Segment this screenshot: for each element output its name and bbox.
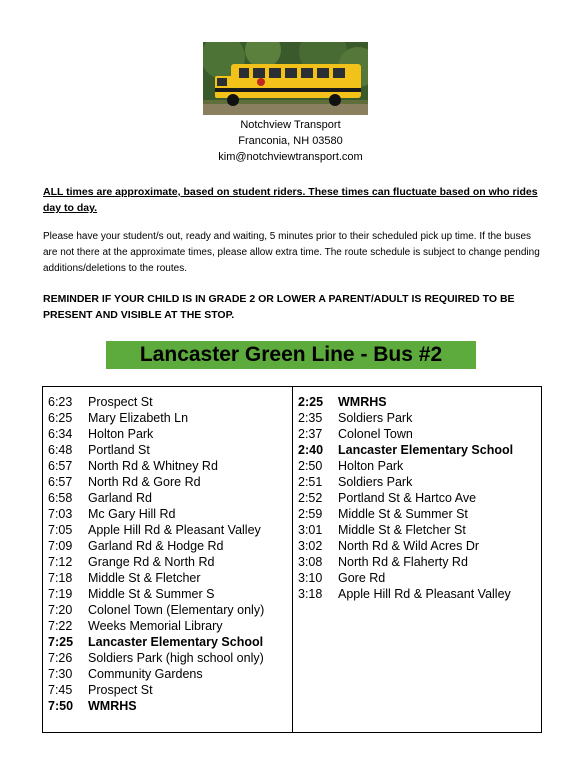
stop-time: 6:25 [48, 411, 73, 425]
stop-name: Weeks Memorial Library [88, 619, 223, 633]
stop-time: 7:25 [48, 635, 74, 649]
schedule-row [298, 570, 513, 586]
stop-time: 7:05 [48, 523, 73, 537]
schedule-row [298, 522, 513, 538]
schedule-row [48, 634, 264, 650]
stop-time: 2:35 [298, 411, 323, 425]
stop-time: 7:19 [48, 587, 73, 601]
stop-name: Colonel Town (Elementary only) [88, 603, 265, 617]
stop-time: 7:20 [48, 603, 73, 617]
stop-name: Colonel Town [338, 427, 413, 441]
schedule-row [298, 490, 513, 506]
schedule-row [298, 554, 513, 570]
morning-schedule [48, 394, 264, 714]
stop-name: North Rd & Flaherty Rd [338, 555, 468, 569]
schedule-row [298, 410, 513, 426]
schedule-row [298, 458, 513, 474]
stop-time: 6:23 [48, 395, 73, 409]
stop-time: 7:50 [48, 699, 74, 713]
stop-time: 3:01 [298, 523, 323, 537]
schedule-row [48, 538, 264, 554]
stop-name: Prospect St [88, 683, 153, 697]
stop-name: Mc Gary Hill Rd [88, 507, 176, 521]
schedule-row [48, 442, 264, 458]
schedule-row [298, 426, 513, 442]
stop-name: Holton Park [88, 427, 154, 441]
schedule-row [48, 426, 264, 442]
stop-time: 6:58 [48, 491, 73, 505]
schedule-row [48, 554, 264, 570]
stop-name: Apple Hill Rd & Pleasant Valley [88, 523, 261, 537]
schedule-row [48, 682, 264, 698]
stop-name: Prospect St [88, 395, 153, 409]
stop-time: 7:30 [48, 667, 73, 681]
stop-time: 2:37 [298, 427, 323, 441]
schedule-row [48, 490, 264, 506]
stop-name: Soldiers Park [338, 411, 413, 425]
stop-time: 2:40 [298, 443, 324, 457]
stop-name: Mary Elizabeth Ln [88, 411, 189, 425]
schedule-row [48, 650, 264, 666]
schedule-row [48, 698, 264, 714]
schedule-row [48, 410, 264, 426]
stop-name: Middle St & Fletcher [88, 571, 201, 585]
stop-name: Garland Rd [88, 491, 152, 505]
schedule-row [48, 394, 264, 410]
stop-name: Gore Rd [338, 571, 386, 585]
stop-time: 3:02 [298, 539, 323, 553]
stop-name: Garland Rd & Hodge Rd [88, 539, 224, 553]
company-name: Notchview Transport [240, 119, 341, 131]
route-title: Lancaster Green Line - Bus #2 [106, 341, 476, 369]
stop-time: 7:45 [48, 683, 73, 697]
afternoon-schedule [298, 394, 513, 602]
stop-time: 7:22 [48, 619, 73, 633]
stop-name: North Rd & Wild Acres Dr [338, 539, 480, 553]
stop-name: Soldiers Park (high school only) [88, 651, 264, 665]
stop-time: 6:48 [48, 443, 73, 457]
stop-name: Lancaster Elementary School [88, 635, 264, 649]
stop-time: 6:57 [48, 475, 73, 489]
schedule-row [298, 474, 513, 490]
schedule-row [48, 618, 264, 634]
schedule-row [48, 458, 264, 474]
stop-name: Middle St & Fletcher St [338, 523, 466, 537]
approximate-times-notice: ALL times are approximate, based on student riders. These times can fluctuate based on who rides day to day. [43, 186, 538, 214]
stop-time: 2:25 [298, 395, 324, 409]
schedule-row [298, 538, 513, 554]
school-bus-photo [203, 42, 368, 115]
company-email: kim@notchviewtransport.com [218, 151, 363, 163]
stop-name: North Rd & Whitney Rd [88, 459, 218, 473]
schedule-row [48, 474, 264, 490]
stop-name: North Rd & Gore Rd [88, 475, 201, 489]
stop-time: 2:59 [298, 507, 323, 521]
company-address: Franconia, NH 03580 [238, 135, 343, 147]
stop-time: 3:10 [298, 571, 323, 585]
stop-name: WMRHS [88, 699, 137, 713]
schedule-row [298, 506, 513, 522]
stop-name: WMRHS [338, 395, 387, 409]
stop-time: 2:52 [298, 491, 323, 505]
schedule-table [42, 386, 542, 733]
stop-time: 7:26 [48, 651, 73, 665]
stop-time: 2:51 [298, 475, 323, 489]
schedule-row [48, 666, 264, 682]
schedule-row [48, 586, 264, 602]
stop-name: Portland St & Hartco Ave [338, 491, 477, 505]
stop-time: 3:08 [298, 555, 323, 569]
pickup-instructions: Please have your student/s out, ready and waiting, 5 minutes prior to their scheduled pick up time. If the buses are not there at the approximate times, please allow extra time. The route schedule is subject to change pending additions/deletions to the routes. [43, 231, 540, 274]
stop-time: 2:50 [298, 459, 323, 473]
stop-name: Community Gardens [88, 667, 203, 681]
stop-time: 6:34 [48, 427, 73, 441]
schedule-row [48, 570, 264, 586]
stop-name: Soldiers Park [338, 475, 413, 489]
stop-time: 3:18 [298, 587, 323, 601]
schedule-row [298, 586, 513, 602]
stop-name: Portland St [88, 443, 150, 457]
stop-name: Middle St & Summer S [88, 587, 215, 601]
stop-time: 7:03 [48, 507, 73, 521]
stop-name: Holton Park [338, 459, 404, 473]
column-divider [292, 387, 293, 732]
parent-reminder: REMINDER IF YOUR CHILD IS IN GRADE 2 OR LOWER A PARENT/ADULT IS REQUIRED TO BE PRESENT AND VISIBLE AT THE STOP. [43, 293, 515, 321]
stop-name: Middle St & Summer St [338, 507, 468, 521]
stop-time: 7:18 [48, 571, 73, 585]
schedule-row [298, 394, 513, 410]
stop-name: Grange Rd & North Rd [88, 555, 215, 569]
stop-name: Apple Hill Rd & Pleasant Valley [338, 587, 511, 601]
stop-time: 7:12 [48, 555, 73, 569]
stop-time: 6:57 [48, 459, 73, 473]
schedule-row [48, 522, 264, 538]
stop-time: 7:09 [48, 539, 73, 553]
schedule-row [298, 442, 513, 458]
schedule-row [48, 506, 264, 522]
schedule-row [48, 602, 264, 618]
stop-name: Lancaster Elementary School [338, 443, 514, 457]
